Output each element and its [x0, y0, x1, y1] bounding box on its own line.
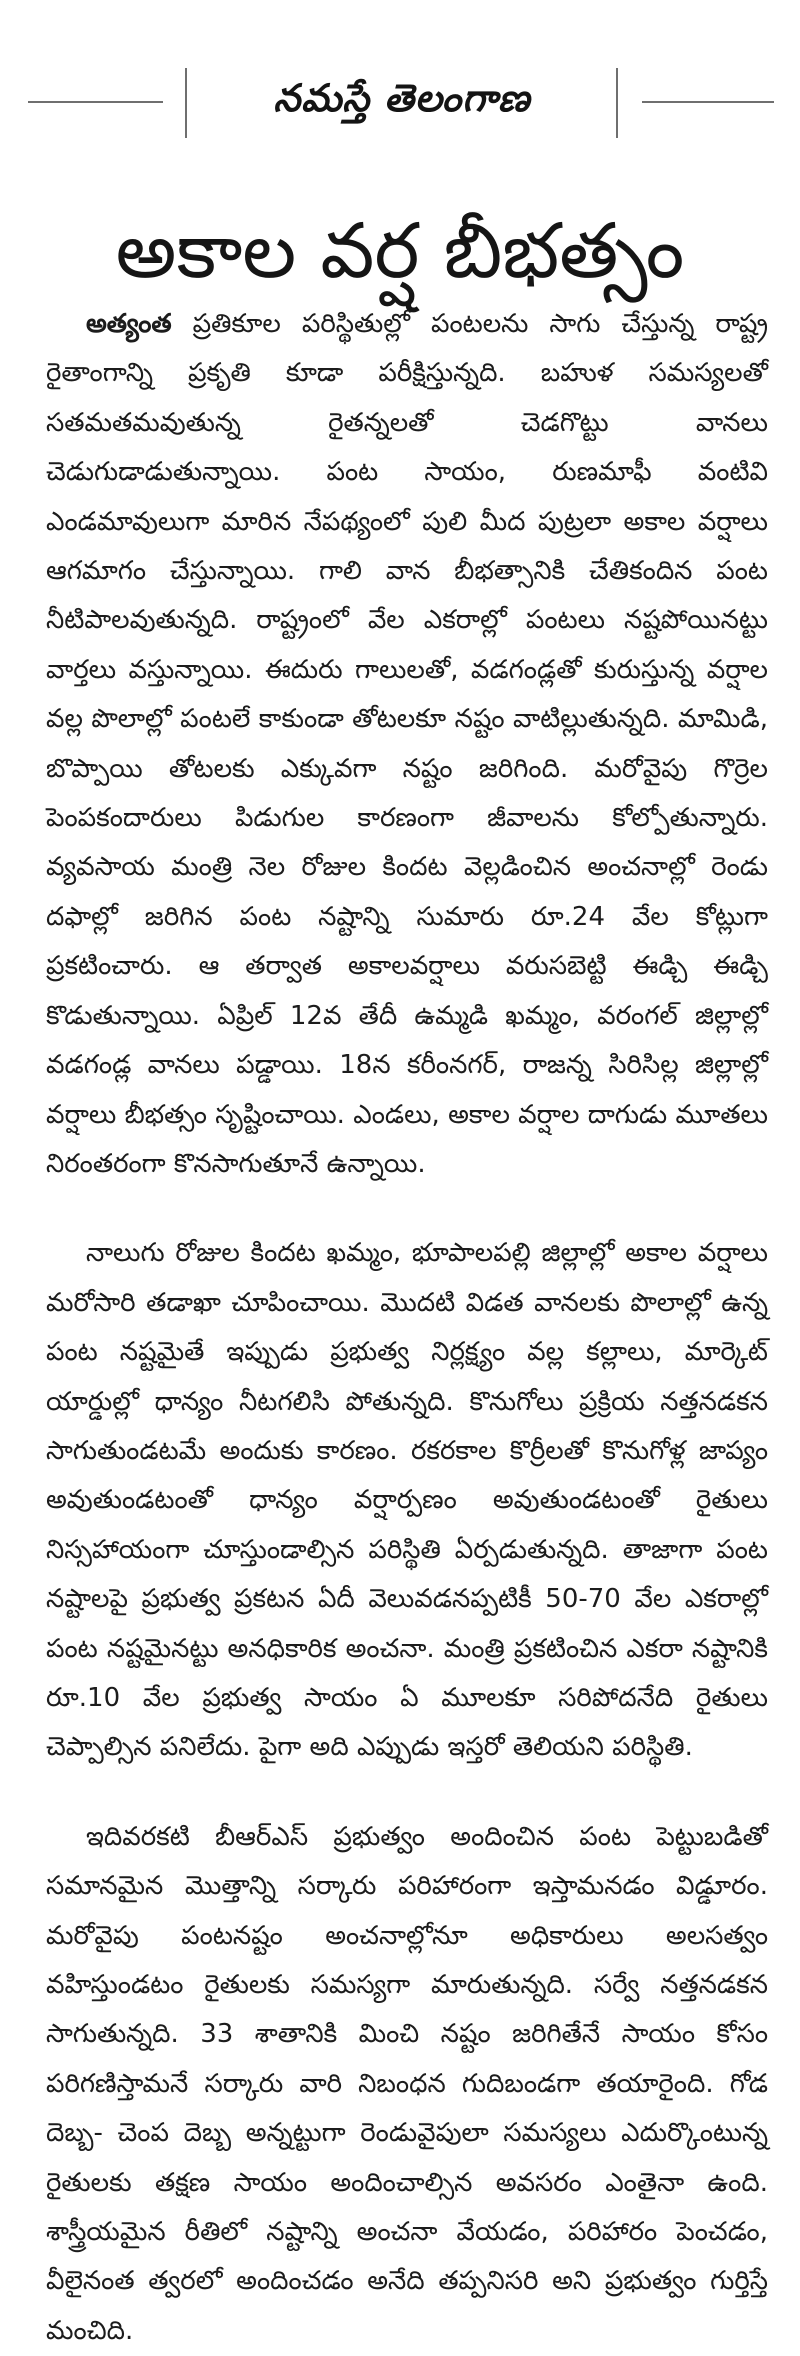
article-paragraph-2 — [46, 1229, 768, 1772]
article-headline: అకాల వర్ష బీభత్సం — [115, 205, 685, 295]
masthead — [0, 68, 800, 138]
paragraph-1-text: ప్రతికూల పరిస్థితుల్లో పంటలను సాగు చేస్తున్న రాష్ట్ర రైతాంగాన్ని ప్రకృతి కూడా పరీక్షిస్తున్నది. బహుళ సమస్యలతో సతమతమవుతున్న రైతన్నలతో చెడగొట్టు వానలు చెడుగుడాడుతున్నాయి. పంట సాయం, రుణమాఫీ వంటివి ఎండమావులుగా మారిన నేపథ్యంలో పులి మీద పుట్రలా అకాల వర్షాలు ఆగమాగం చేస్తున్నాయి. గాలి వాన బీభత్సానికి చేతికందిన పంట నీటిపాలవుతున్నది. రాష్ట్రంలో వేల ఎకరాల్లో పంటలు నష్టపోయినట్టు వార్తలు వస్తున్నాయి. ఈదురు గాలులతో, వడగండ్లతో కురుస్తున్న వర్షాల వల్ల పొలాల్లో పంటలే కాకుండా తోటలకూ నష్టం వాటిల్లుతున్నది. మామిడి, బొప్పాయి తోటలకు ఎక్కువగా నష్టం జరిగింది. మరోవైపు గొర్రెల పెంపకందారులు పిడుగుల కారణంగా జీవాలను కోల్పోతున్నారు. వ్యవసాయ మంత్రి నెల రోజుల కిందట వెల్లడించిన అంచనాల్లో రెండు దఫాల్లో జరిగిన పంట నష్టాన్ని సుమారు రూ.24 వేల కోట్లుగా ప్రకటించారు. ఆ తర్వాత అకాలవర్షాలు వరుసబెట్టి ఈడ్చి ఈడ్చి కొడుతున్నాయి. ఏప్రిల్ 12వ తేదీ ఉమ్మడి ఖమ్మం, వరంగల్ జిల్లాల్లో వడగండ్ల వానలు పడ్డాయి. 18న కరీంనగర్, రాజన్న సిరిసిల్ల జిల్లాల్లో వర్షాలు బీభత్సం సృష్టించాయి. ఎండలు, అకాల వర్షాల దాగుడు మూతలు నిరంతరంగా కొనసాగుతూనే ఉన్నాయి. — [46, 309, 768, 1179]
masthead-right-rule — [642, 101, 774, 103]
masthead-left-divider — [185, 68, 187, 138]
paragraph-3-text: ఇదివరకటి బీఆర్ఎస్ ప్రభుత్వం అందించిన పంట పెట్టుబడితో సమానమైన మొత్తాన్ని సర్కారు పరిహారంగా ఇస్తామనడం విడ్డూరం. మరోవైపు పంటనష్టం అంచనాల్లోనూ అధికారులు అలసత్వం వహిస్తుండటం రైతులకు సమస్యగా మారుతున్నది. సర్వే నత్తనడకన సాగుతున్నది. 33 శాతానికి మించి నష్టం జరిగితేనే సాయం కోసం పరిగణిస్తామనే సర్కారు వారి నిబంధన గుదిబండగా తయారైంది. గోడ దెబ్బ- చెంప దెబ్బ అన్నట్టుగా రెండువైపులా సమస్యలు ఎదుర్కొంటున్న రైతులకు తక్షణ సాయం అందించాల్సిన అవసరం ఎంతైనా ఉంది. శాస్త్రీయమైన రీతిలో నష్టాన్ని అంచనా వేయడం, పరిహారం పెంచడం, వీలైనంత త్వరలో అందించడం అనేది తప్పనిసరి అని ప్రభుత్వం గుర్తిస్తే మంచిది. — [46, 1821, 768, 2346]
masthead-left-rule — [28, 101, 163, 103]
masthead-right-divider — [616, 68, 618, 138]
article-paragraph-3 — [46, 1813, 768, 2356]
article-paragraph-1 — [46, 300, 768, 1189]
newspaper-brand: నమస్తే తెలంగాణ — [273, 76, 531, 120]
lead-word: అత్యంత — [86, 309, 172, 339]
paragraph-2-text: నాలుగు రోజుల కిందట ఖమ్మం, భూపాలపల్లి జిల్లాల్లో అకాల వర్షాలు మరోసారి తడాఖా చూపించాయి. మొదటి విడత వానలకు పొలాల్లో ఉన్న పంట నష్టమైతే ఇప్పుడు ప్రభుత్వ నిర్లక్ష్యం వల్ల కల్లాలు, మార్కెట్ యార్డుల్లో ధాన్యం నీటగలిసి పోతున్నది. కొనుగోలు ప్రక్రియ నత్తనడకన సాగుతుండటమే అందుకు కారణం. రకరకాల కొర్రీలతో కొనుగోళ్ల జాప్యం అవుతుండటంతో ధాన్యం వర్షార్పణం అవుతుండటంతో రైతులు నిస్సహాయంగా చూస్తుండాల్సిన పరిస్థితి ఏర్పడుతున్నది. తాజాగా పంట నష్టాలపై ప్రభుత్వ ప్రకటన ఏదీ వెలువడనప్పటికీ 50-70 వేల ఎకరాల్లో పంట నష్టమైనట్టు అనధికారిక అంచనా. మంత్రి ప్రకటించిన ఎకరా నష్టానికి రూ.10 వేల ప్రభుత్వ సాయం ఏ మూలకూ సరిపోదనేది రైతులు చెప్పాల్సిన పనిలేదు. పైగా అది ఎప్పుడు ఇస్తరో తెలియని పరిస్థితి. — [46, 1238, 768, 1763]
article-body — [46, 300, 768, 2356]
